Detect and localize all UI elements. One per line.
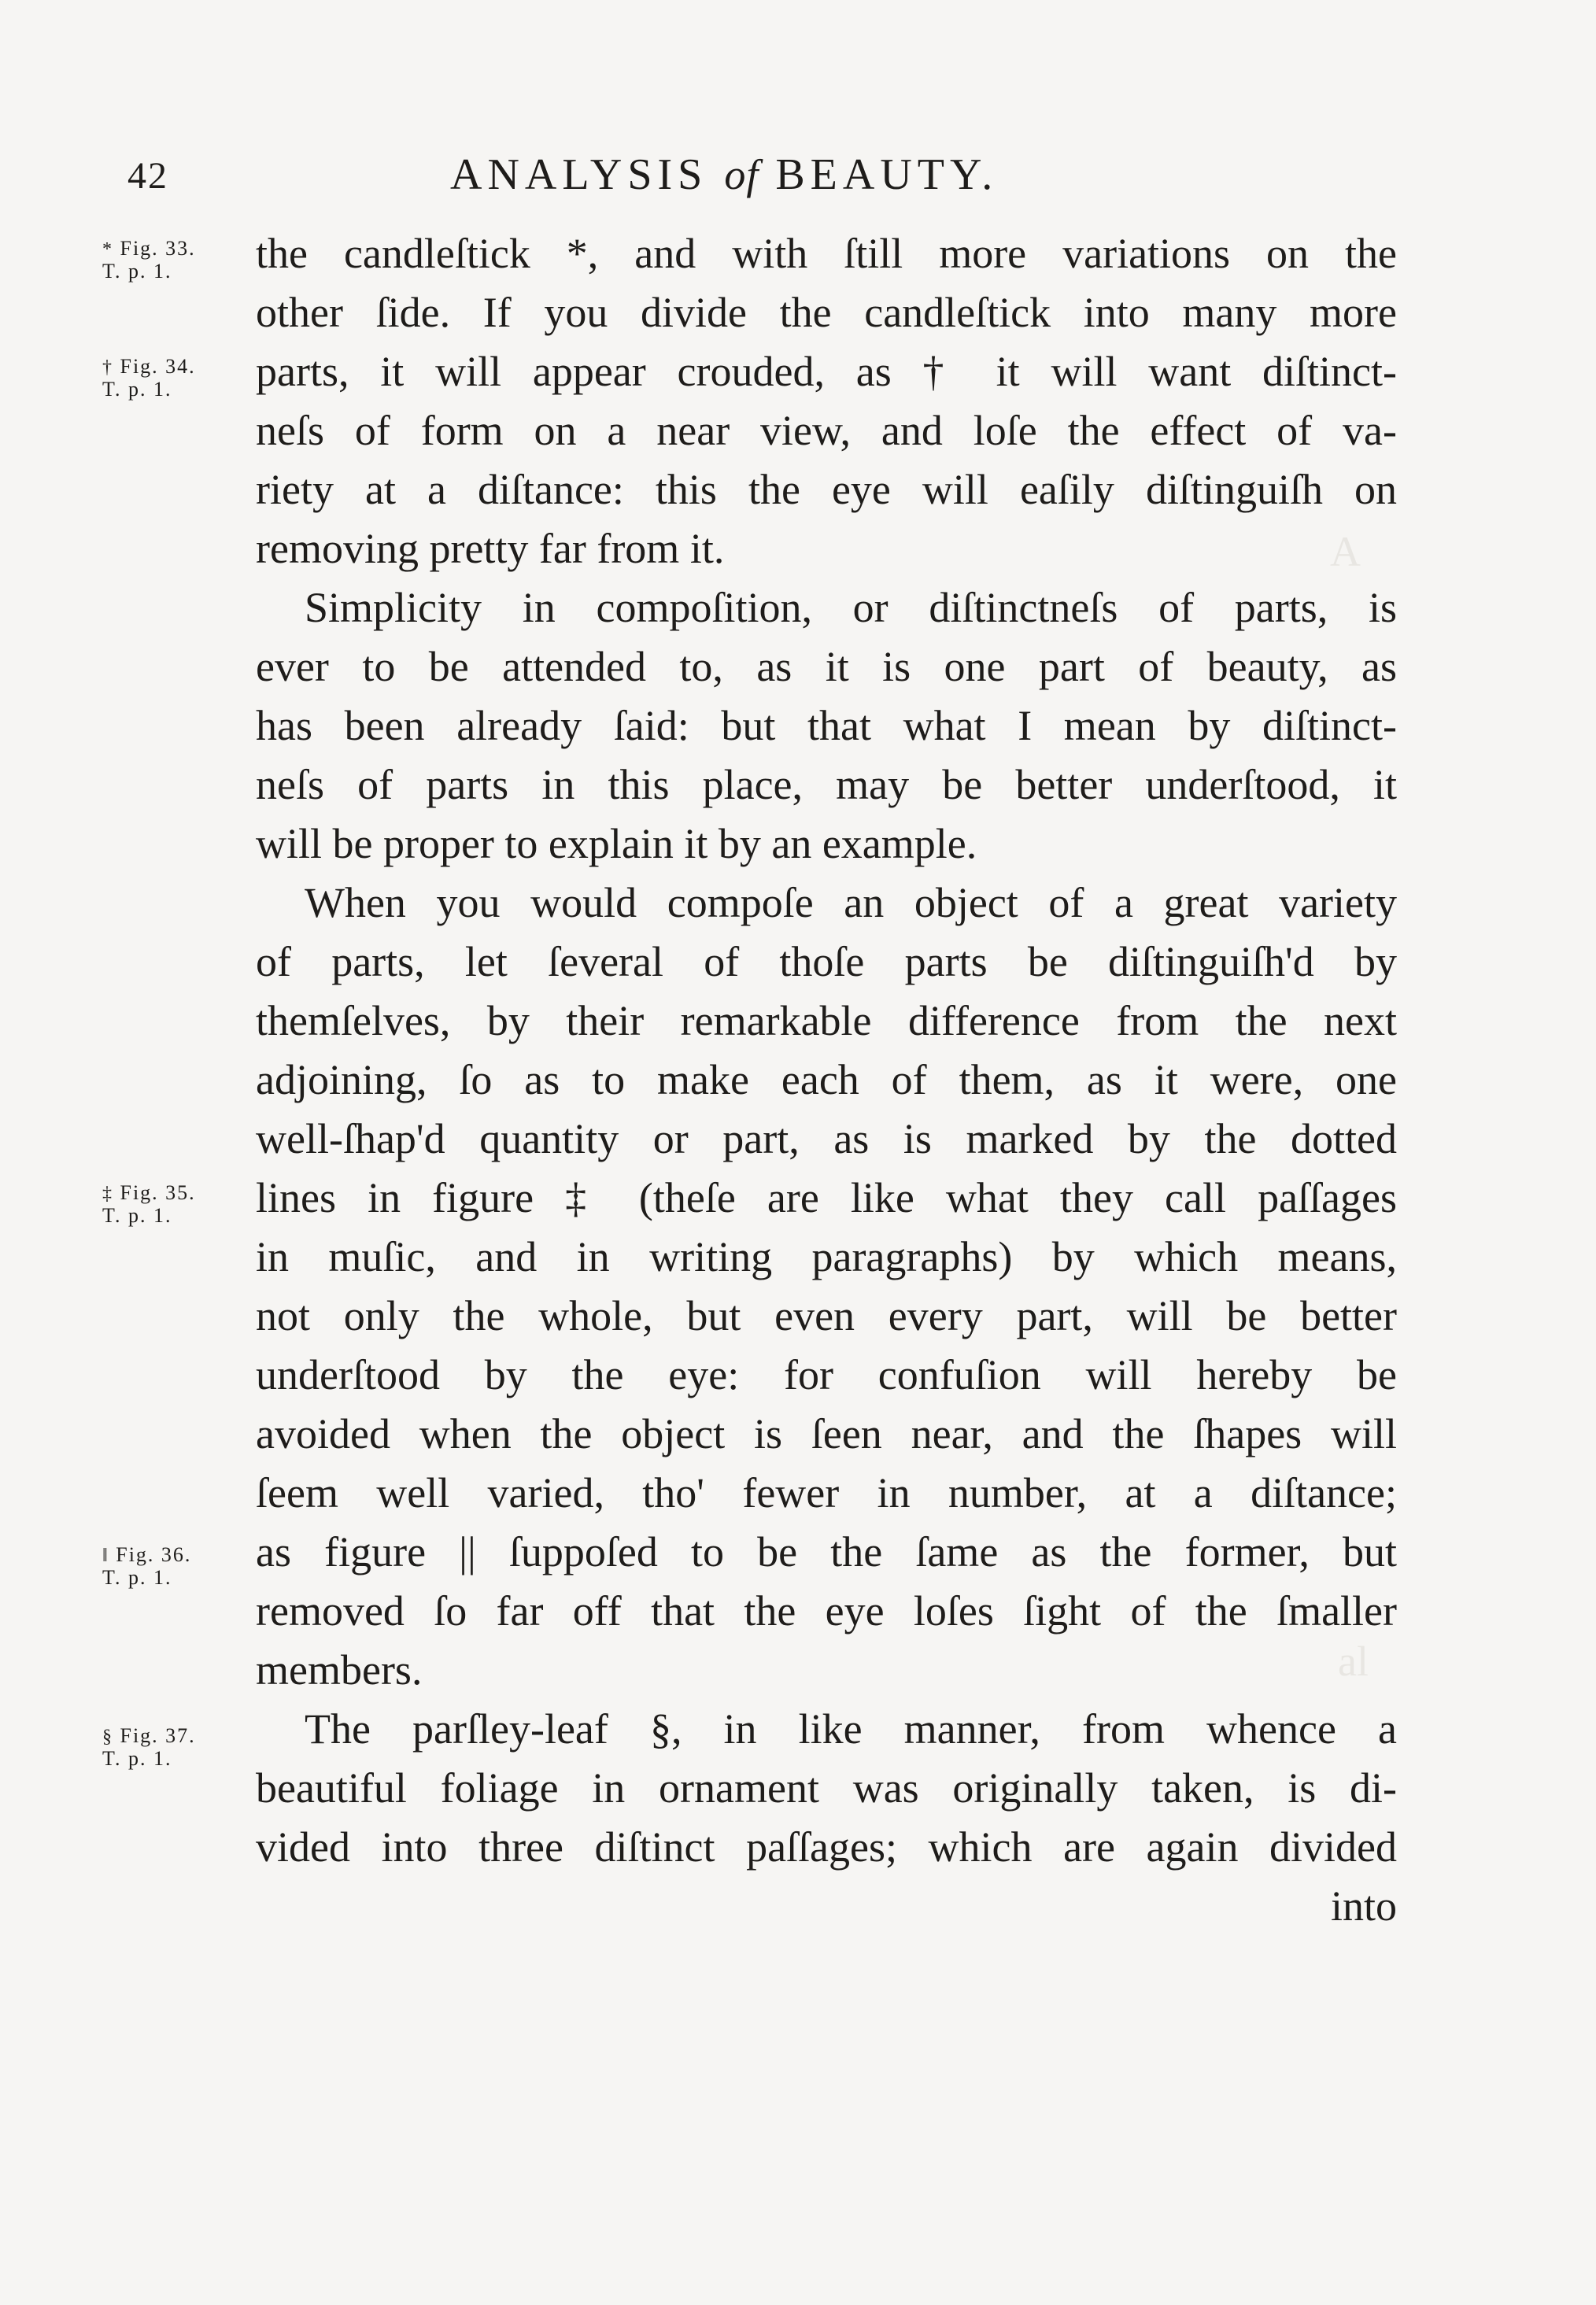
text-line: well-ſhap'd quantity or part, as is marked by the dotted	[256, 1115, 1397, 1162]
margin-note	[102, 1182, 228, 1227]
running-head-of: of	[724, 151, 759, 198]
text-line: neſs of form on a near view, and loſe the effect of va-	[256, 407, 1397, 454]
text-line: underſtood by the eye: for confuſion will hereby be	[256, 1351, 1397, 1398]
text-line: not only the whole, but even every part, will be better	[256, 1292, 1397, 1339]
text-line: other ſide. If you divide the candleſtick into many more	[256, 289, 1397, 336]
note-mark: †	[102, 357, 113, 378]
text-line: When you would compoſe an object of a great variety	[305, 879, 1397, 926]
note-plate: T. p. 1.	[102, 378, 172, 401]
note-fig: Fig. 37.	[120, 1724, 196, 1747]
text-line: riety at a diſtance: this the eye will eaſily diſtinguiſh on	[256, 466, 1397, 513]
text-line: members.	[256, 1646, 423, 1694]
note-fig: Fig. 35.	[120, 1181, 196, 1204]
show-through-text: A	[1330, 528, 1361, 575]
text-line: themſelves, by their remarkable difference from the next	[256, 997, 1397, 1044]
running-head	[450, 150, 1206, 200]
margin-note	[102, 238, 228, 283]
note-mark: *	[102, 239, 113, 260]
margin-note	[102, 356, 228, 401]
text-line: avoided when the object is ſeen near, and the ſhapes will	[256, 1410, 1397, 1457]
margin-note	[102, 1544, 228, 1589]
note-plate: T. p. 1.	[102, 1204, 172, 1227]
note-mark: ‖	[102, 1546, 109, 1566]
text-line: will be proper to explain it by an example.	[256, 820, 977, 867]
text-line: neſs of parts in this place, may be better underſtood, it	[256, 761, 1397, 808]
note-plate: T. p. 1.	[102, 1566, 172, 1589]
text-line: has been already ſaid: but that what I mean by diſtinct-	[256, 702, 1397, 749]
running-head-analysis: ANALYSIS	[450, 150, 708, 199]
text-line: beautiful foliage in ornament was originally taken, is di-	[256, 1764, 1397, 1812]
text-line: removing pretty far from it.	[256, 525, 725, 572]
text-line: the candleſtick *, and with ſtill more variations on the	[256, 230, 1397, 277]
margin-note	[102, 1725, 228, 1770]
text-line: ſeem well varied, tho' fewer in number, at a diſtance;	[256, 1469, 1397, 1516]
note-fig: Fig. 34.	[120, 355, 196, 378]
note-plate: T. p. 1.	[102, 260, 172, 283]
text-line: in muſic, and in writing paragraphs) by which means,	[256, 1233, 1397, 1280]
text-line: adjoining, ſo as to make each of them, as it were, one	[256, 1056, 1397, 1103]
page-number: 42	[127, 155, 168, 197]
text-line: parts, it will appear crouded, as † it will want diſtinct-	[256, 348, 1397, 395]
text-line: lines in figure ‡ (theſe are like what they call paſſages	[256, 1174, 1397, 1221]
note-fig: Fig. 36.	[116, 1543, 192, 1566]
text-line: of parts, let ſeveral of thoſe parts be diſtinguiſh'd by	[256, 938, 1397, 985]
note-plate: T. p. 1.	[102, 1747, 172, 1770]
note-mark: §	[102, 1727, 113, 1747]
text-line: as figure || ſuppoſed to be the ſame as the former, but	[256, 1528, 1397, 1575]
catchword: into	[1330, 1882, 1397, 1930]
text-line: removed ſo far off that the eye loſes ſight of the ſmaller	[256, 1587, 1397, 1635]
note-mark: ‡	[102, 1184, 113, 1204]
text-line: The parſley-leaf §, in like manner, from whence a	[305, 1705, 1397, 1753]
note-fig: Fig. 33.	[120, 237, 196, 260]
show-through-text: al	[1338, 1638, 1369, 1685]
text-line: Simplicity in compoſition, or diſtinctneſs of parts, is	[305, 584, 1397, 631]
text-line: ever to be attended to, as it is one part of beauty, as	[256, 643, 1397, 690]
running-head-beauty: BEAUTY.	[775, 150, 999, 199]
text-line: vided into three diſtinct paſſages; which are again divided	[256, 1823, 1397, 1871]
